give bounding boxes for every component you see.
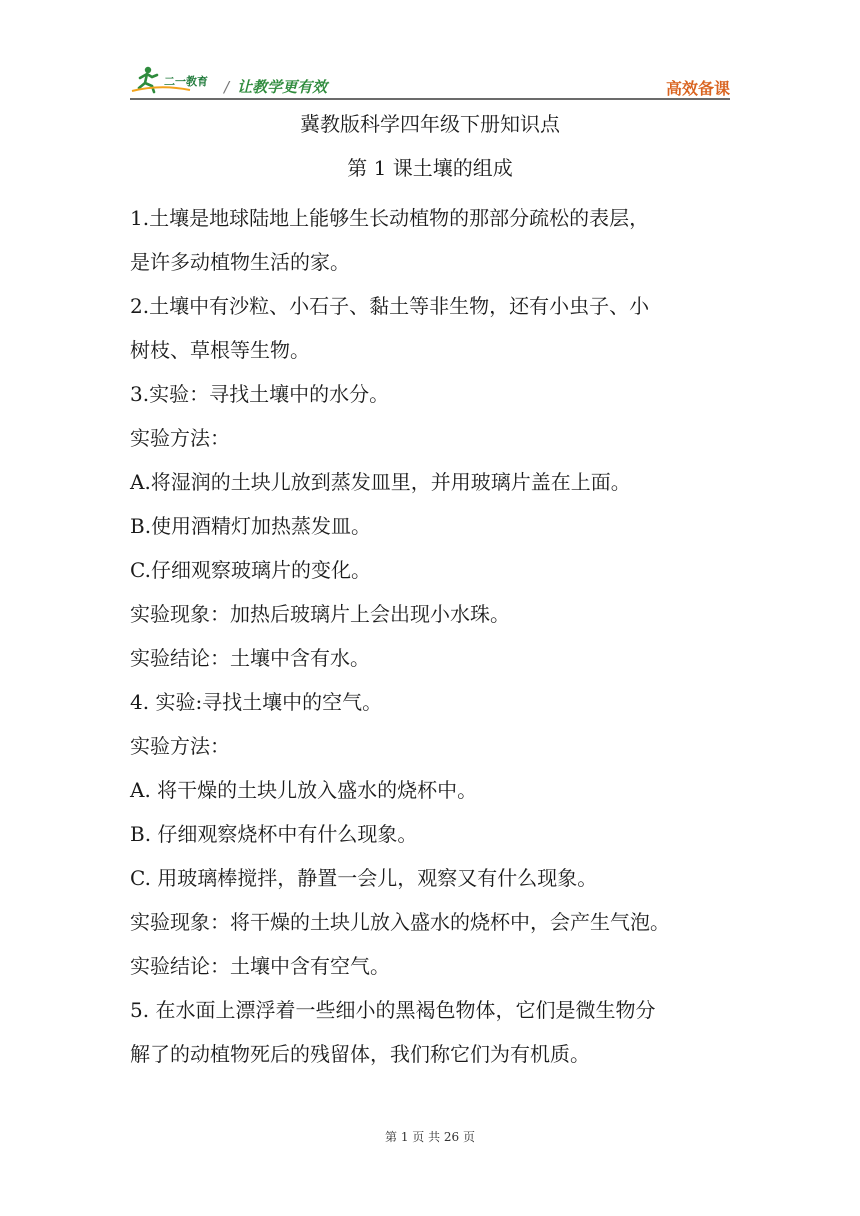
page-footer: 第 1 页 共 26 页 (385, 1130, 475, 1144)
body-line: 实验结论：土壤中含有水。 (130, 646, 370, 670)
body-line: 5. 在水面上漂浮着一些细小的黑褐色物体，它们是微生物分 (130, 998, 656, 1022)
body-line: B.使用酒精灯加热蒸发皿。 (130, 514, 372, 538)
body-line: 1.土壤是地球陆地上能够生长动植物的那部分疏松的表层， (130, 206, 650, 230)
body-line: A. 将干燥的土块儿放入盛水的烧杯中。 (130, 778, 478, 802)
header-slogan (224, 76, 327, 97)
header-right-label: 高效备课 (665, 79, 730, 98)
body-line: 实验方法： (130, 426, 230, 450)
body-line: 实验现象：将干燥的土块儿放入盛水的烧杯中，会产生气泡。 (130, 910, 670, 934)
page-header (130, 64, 730, 100)
document-title: 冀教版科学四年级下册知识点 (300, 112, 560, 136)
body-line: A.将湿润的土块儿放到蒸发皿里，并用玻璃片盖在上面。 (130, 470, 631, 494)
logo (130, 64, 220, 96)
body-line: 实验现象：加热后玻璃片上会出现小水珠。 (130, 602, 510, 626)
body-line: C.仔细观察玻璃片的变化。 (130, 558, 371, 582)
body-line: 是许多动植物生活的家。 (130, 250, 350, 274)
lesson-title: 第 1 课土壤的组成 (347, 156, 513, 180)
header-divider (130, 98, 730, 100)
document-body (130, 196, 730, 1076)
body-line: 实验结论：土壤中含有空气。 (130, 954, 390, 978)
body-line: 4. 实验:寻找土壤中的空气。 (130, 690, 383, 714)
body-line: C. 用玻璃棒搅拌，静置一会儿，观察又有什么现象。 (130, 866, 598, 890)
body-line: 树枝、草根等生物。 (130, 338, 310, 362)
slogan-text: 让教学更有效 (237, 78, 328, 96)
body-line: 3.实验：寻找土壤中的水分。 (130, 382, 390, 406)
body-line: 2.土壤中有沙粒、小石子、黏土等非生物，还有小虫子、小 (130, 294, 650, 318)
body-line: B. 仔细观察烧杯中有什么现象。 (130, 822, 418, 846)
separator-slash: / (224, 78, 230, 96)
body-line: 解了的动植物死后的残留体，我们称它们为有机质。 (130, 1042, 590, 1066)
body-line: 实验方法： (130, 734, 230, 758)
logo-text: 二一教育 (164, 75, 208, 88)
